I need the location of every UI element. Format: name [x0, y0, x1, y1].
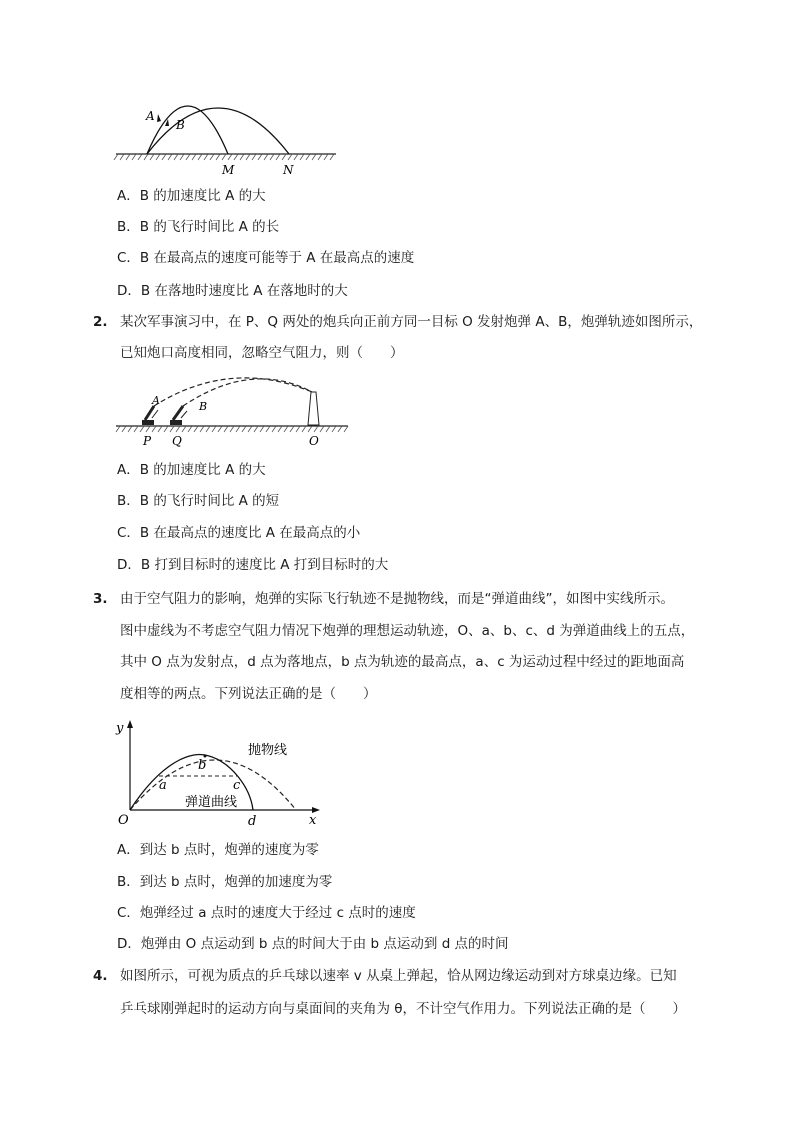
label-b: B [199, 400, 208, 413]
label-a: A [146, 109, 155, 123]
label-c: c [233, 778, 241, 793]
q3-stem-line-4: 度相等的两点。下列说法正确的是（ ） [120, 686, 377, 702]
label-p: P [143, 434, 152, 448]
label-y: y [116, 721, 124, 736]
q4-stem-line-1: 如图所示，可视为质点的乒乓球以速率 v 从桌上弹起，恰从网边缘运动到对方球桌边缘。已知 [120, 968, 677, 984]
label-m: M [222, 163, 235, 177]
label-b: b [198, 758, 207, 773]
q2-stem-line-1: 某次军事演习中，在 P、Q 两处的炮兵向正前方同一目标 O 发射炮弹 A、B，炮弹轨迹如图所示， [120, 314, 703, 330]
artillery-figure [112, 370, 352, 450]
q2-option-d: D．B 打到目标时的速度比 A 打到目标时的大 [117, 557, 389, 573]
label-n: N [283, 163, 294, 177]
q3-stem-line-2: 图中虚线为不考虑空气阻力情况下炮弹的理想运动轨迹，O、a、b、c、d 为弹道曲线上的五点， [120, 623, 695, 639]
label-a: a [159, 778, 167, 793]
q2-stem-line-2: 已知炮口高度相同，忽略空气阻力，则（ ） [120, 345, 404, 361]
q3-option-a: A．到达 b 点时，炮弹的速度为零 [117, 842, 319, 858]
label-b: B [176, 118, 185, 132]
q1-option-c: C．B 在最高点的速度可能等于 A 在最高点的速度 [117, 250, 415, 266]
q1-option-a: A．B 的加速度比 A 的大 [117, 188, 266, 204]
label-q: Q [172, 434, 182, 448]
q1-option-b: B．B 的飞行时间比 A 的长 [117, 219, 280, 235]
cannon-p [142, 406, 158, 425]
q4-stem-line-2: 乒乓球刚弹起时的运动方向与桌面间的夹角为 θ，不计空气作用力。下列说法正确的是（ ） [120, 1001, 687, 1017]
q3-stem-line-1: 由于空气阻力的影响，炮弹的实际飞行轨迹不是抛物线，而是“弹道曲线”，如图中实线所示。 [120, 591, 674, 607]
label-o: O [118, 813, 129, 828]
label-parabola: 抛物线 [248, 743, 288, 758]
q2-number: 2. [93, 314, 108, 330]
q4-number: 4. [93, 968, 108, 984]
label-ballistic-curve: 弹道曲线 [185, 795, 238, 810]
ballistic-curve-figure [112, 716, 327, 830]
cannon-q [170, 406, 187, 425]
q3-option-c: C．炮弹经过 a 点时的速度大于经过 c 点时的速度 [117, 905, 416, 921]
q2-option-b: B．B 的飞行时间比 A 的短 [117, 493, 280, 509]
target-o [308, 392, 319, 425]
q2-option-a: A．B 的加速度比 A 的大 [117, 462, 266, 478]
label-d: d [248, 814, 257, 829]
q2-option-c: C．B 在最高点的速度比 A 在最高点的小 [117, 525, 361, 541]
q3-option-b: B．到达 b 点时，炮弹的加速度为零 [117, 874, 333, 890]
trajectory-b [147, 108, 289, 154]
trajectory-a-dashed [154, 378, 312, 406]
q3-option-d: D．炮弹由 O 点运动到 b 点的时间大于由 b 点运动到 d 点的时间 [117, 936, 509, 952]
q1-option-d: D．B 在落地时速度比 A 在落地时的大 [117, 283, 348, 299]
label-x: x [309, 813, 317, 828]
label-o: O [309, 434, 319, 448]
q3-number: 3. [93, 591, 108, 607]
trajectory-a [147, 106, 228, 154]
q3-stem-line-3: 其中 O 点为发射点，d 点为落地点，b 点为轨迹的最高点，a、c 为运动过程中经过的距地面高 [120, 654, 685, 670]
label-a: A [152, 394, 160, 407]
trajectory-figure-1 [110, 92, 340, 180]
